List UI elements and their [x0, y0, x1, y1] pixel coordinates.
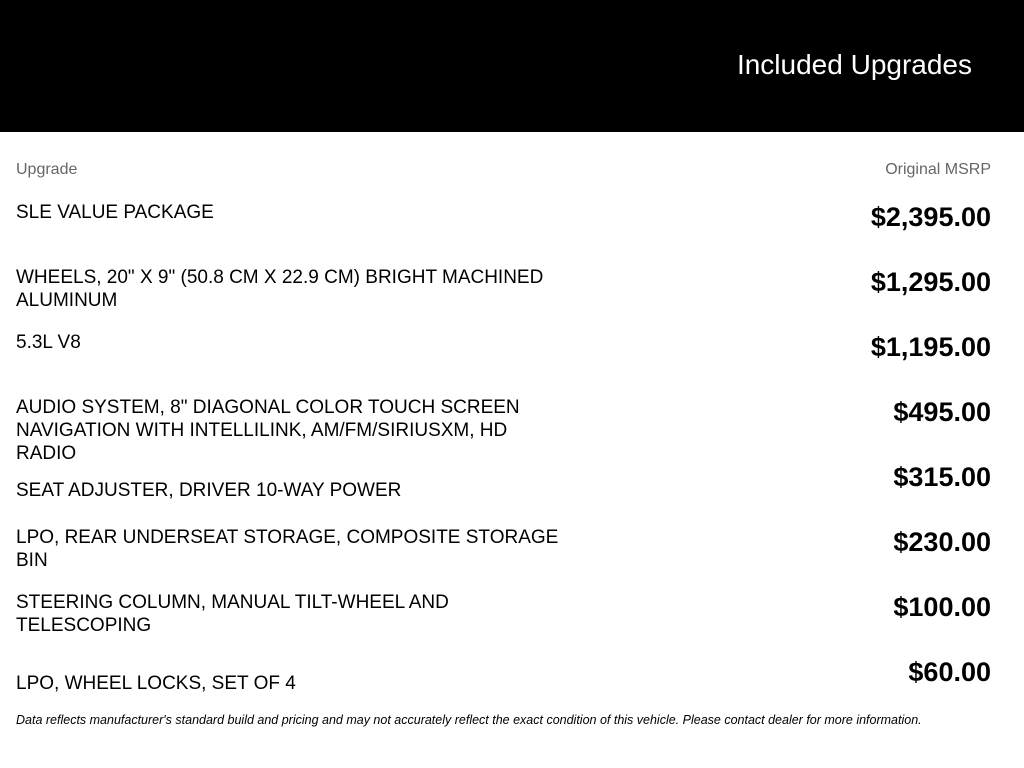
upgrade-price: $495.00	[893, 397, 991, 427]
upgrade-name: LPO, WHEEL LOCKS, SET OF 4	[16, 673, 296, 694]
upgrade-price: $60.00	[908, 657, 991, 687]
upgrade-price: $2,395.00	[870, 202, 991, 232]
upgrade-name: SEAT ADJUSTER, DRIVER 10-WAY POWER	[16, 480, 402, 501]
upgrade-name: 5.3L V8	[16, 332, 81, 353]
upgrade-price: $1,295.00	[870, 267, 991, 297]
upgrade-name: LPO, REAR UNDERSEAT STORAGE, COMPOSITE STORAGE BIN	[16, 527, 559, 571]
header-banner	[0, 0, 1024, 132]
upgrade-name: AUDIO SYSTEM, 8" DIAGONAL COLOR TOUCH SCREEN NAVIGATION WITH INTELLILINK, AM/FM/SIRIUSXM, HD RADIO	[16, 397, 520, 464]
upgrade-name: WHEELS, 20" X 9" (50.8 CM X 22.9 CM) BRIGHT MACHINED ALUMINUM	[16, 267, 544, 311]
page-title: Included Upgrades	[736, 49, 972, 80]
upgrade-name: SLE VALUE PACKAGE	[16, 202, 214, 223]
disclaimer-text: Data reflects manufacturer's standard build and pricing and may not accurately reflect the exact condition of this vehicle. Please contact dealer for more information.	[16, 713, 922, 727]
upgrade-name: STEERING COLUMN, MANUAL TILT-WHEEL AND TELESCOPING	[16, 592, 449, 636]
upgrade-price: $1,195.00	[870, 332, 991, 362]
upgrade-price: $230.00	[893, 527, 991, 557]
upgrade-column-header: Upgrade	[16, 161, 78, 178]
upgrade-price: $315.00	[893, 462, 991, 492]
msrp-column-header: Original MSRP	[885, 161, 991, 178]
upgrade-price: $100.00	[893, 592, 991, 622]
